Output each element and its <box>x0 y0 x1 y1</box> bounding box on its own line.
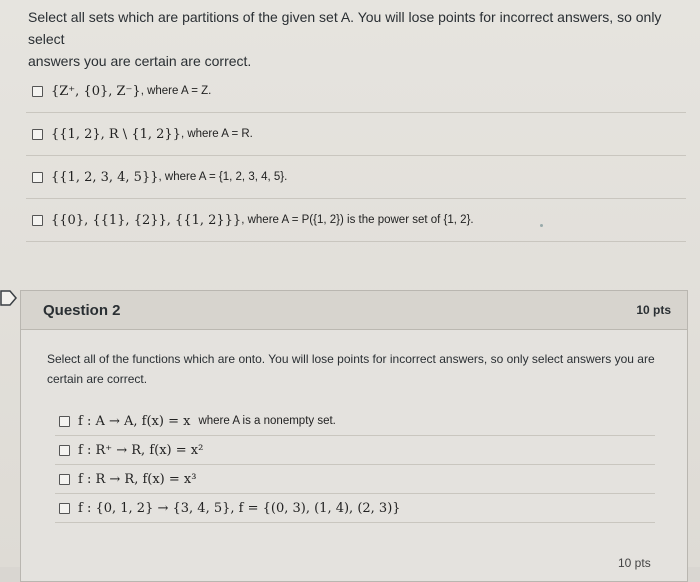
option-text: where A is a nonempty set. <box>198 415 336 427</box>
option-math: {{0}, {{1}, {2}}, {{1, 2}}} <box>51 212 242 228</box>
option-math: f : A → A, f(x) = x <box>78 413 191 429</box>
option-math: f : R → R, f(x) = x³ <box>78 471 197 487</box>
option-math: {{1, 2, 3, 4, 5}} <box>51 169 159 185</box>
checkbox[interactable] <box>32 215 43 226</box>
option-math: f : R⁺ → R, f(x) = x² <box>78 442 204 458</box>
question2-header <box>21 291 687 330</box>
option-text: , where A = P({1, 2}) is the power set of {1, 2}. <box>241 214 474 226</box>
question3-points: 10 pts <box>618 556 651 570</box>
checkbox[interactable] <box>59 445 70 456</box>
question2-option-1[interactable] <box>55 407 655 436</box>
checkbox[interactable] <box>59 474 70 485</box>
option-math: f : {0, 1, 2} → {3, 4, 5}, f = {(0, 3), (1, 4), (2, 3)} <box>78 500 401 516</box>
question1-option-4[interactable] <box>26 199 686 242</box>
checkbox[interactable] <box>32 86 43 97</box>
stray-dot <box>540 224 543 227</box>
question2-option-2[interactable] <box>55 436 655 465</box>
option-math: {Z⁺, {0}, Z⁻} <box>51 83 141 99</box>
option-text: , where A = R. <box>180 128 253 140</box>
question2-option-3[interactable] <box>55 465 655 494</box>
option-text: , where A = Z. <box>140 85 212 97</box>
checkbox[interactable] <box>59 416 70 427</box>
question2-options <box>55 407 655 523</box>
question2-option-4[interactable] <box>55 494 655 523</box>
arrow-left-icon <box>0 289 18 307</box>
question1-option-1[interactable] <box>26 70 686 113</box>
question1-options <box>26 70 686 242</box>
checkbox[interactable] <box>32 129 43 140</box>
question2-card <box>20 290 688 582</box>
question2-points: 10 pts <box>636 303 671 317</box>
question1-prompt: Select all sets which are partitions of the given set A. You will lose points for incorrect answers, so only select answers you are certain are correct. <box>28 9 662 69</box>
option-math: {{1, 2}, R \ {1, 2}} <box>51 126 181 142</box>
checkbox[interactable] <box>59 503 70 514</box>
question1-option-2[interactable] <box>26 113 686 156</box>
checkbox[interactable] <box>32 172 43 183</box>
question2-prompt: Select all of the functions which are onto. You will lose points for incorrect answers, so only select answers you are certain are correct. <box>47 352 655 386</box>
question2-title: Question 2 <box>43 301 121 319</box>
question1-option-3[interactable] <box>26 156 686 199</box>
option-text: , where A = {1, 2, 3, 4, 5}. <box>158 171 288 183</box>
